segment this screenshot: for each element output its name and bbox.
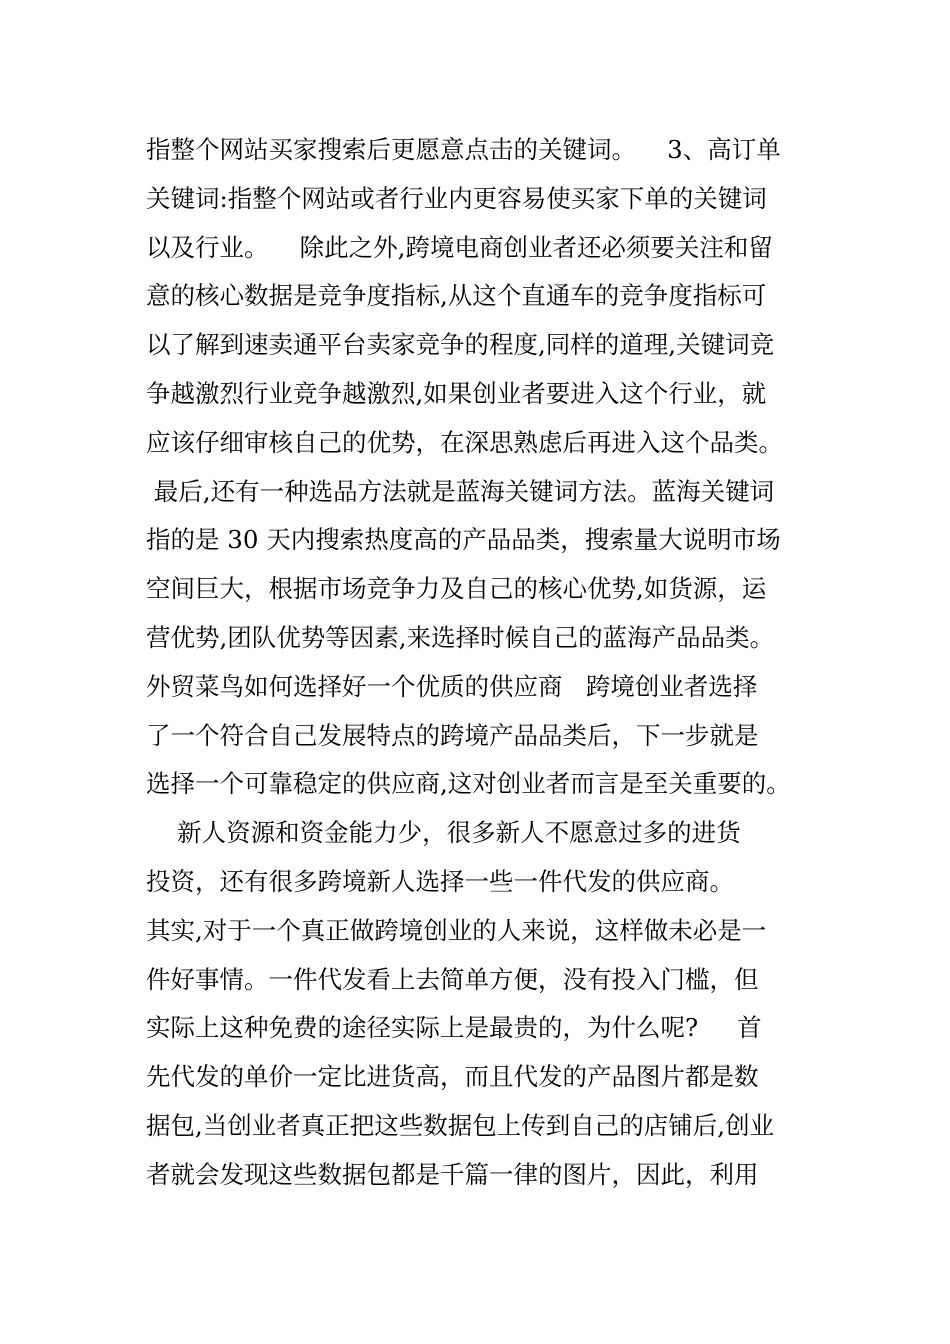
text-line: 指整个网站买家搜索后更愿意点击的关键词。 3、高订单	[146, 135, 781, 164]
text-line: 最后,还有一种选品方法就是蓝海关键词方法。蓝海关键词	[146, 476, 775, 506]
text-line: 意的核心数据是竞争度指标,从这个直通车的竞争度指标可	[146, 281, 767, 311]
text-line: 应该仔细审核自己的优势，在深思熟虑后再进入这个品类。	[146, 427, 783, 457]
text-line: 争越激烈行业竞争越激烈,如果创业者要进入这个行业，就	[146, 378, 767, 408]
text-line: 先代发的单价一定比进货高，而且代发的产品图片都是数	[146, 1062, 759, 1092]
text-line: 空间巨大，根据市场竞争力及自己的核心优势,如货源，运	[146, 574, 767, 604]
text-line: 投资，还有很多跨境新人选择一些一件代发的供应商。	[146, 866, 734, 896]
text-line: 选择一个可靠稳定的供应商,这对创业者而言是至关重要的。	[146, 769, 791, 799]
text-line: 据包,当创业者真正把这些数据包上传到自己的店铺后,创业	[146, 1110, 775, 1140]
text-line: 关键词:指整个网站或者行业内更容易使买家下单的关键词	[146, 183, 767, 213]
text-line: 营优势,团队优势等因素,来选择时候自己的蓝海产品品类。	[146, 622, 775, 652]
text-line: 其实,对于一个真正做跨境创业的人来说，这样做未必是一	[146, 915, 767, 945]
text-line: 实际上这种免费的途径实际上是最贵的，为什么呢? 首	[146, 1013, 762, 1043]
text-line: 者就会发现这些数据包都是千篇一律的图片，因此，利用	[146, 1159, 759, 1189]
text-line: 新人资源和资金能力少，很多新人不愿意过多的进货	[146, 818, 741, 848]
text-line: 指的是 30 天内搜索热度高的产品品类，搜索量大说明市场	[146, 525, 781, 555]
body-text	[146, 126, 826, 1200]
text-line: 件好事情。一件代发看上去简单方便，没有投入门槛，但	[146, 964, 759, 994]
text-line: 外贸菜鸟如何选择好一个优质的供应商 跨境创业者选择	[146, 671, 758, 701]
text-line: 以了解到速卖通平台卖家竞争的程度,同样的道理,关键词竞	[146, 330, 775, 360]
text-line: 了一个符合自己发展特点的跨境产品品类后，下一步就是	[146, 720, 759, 750]
text-line: 以及行业。 除此之外,跨境电商创业者还必须要关注和留	[146, 232, 773, 262]
